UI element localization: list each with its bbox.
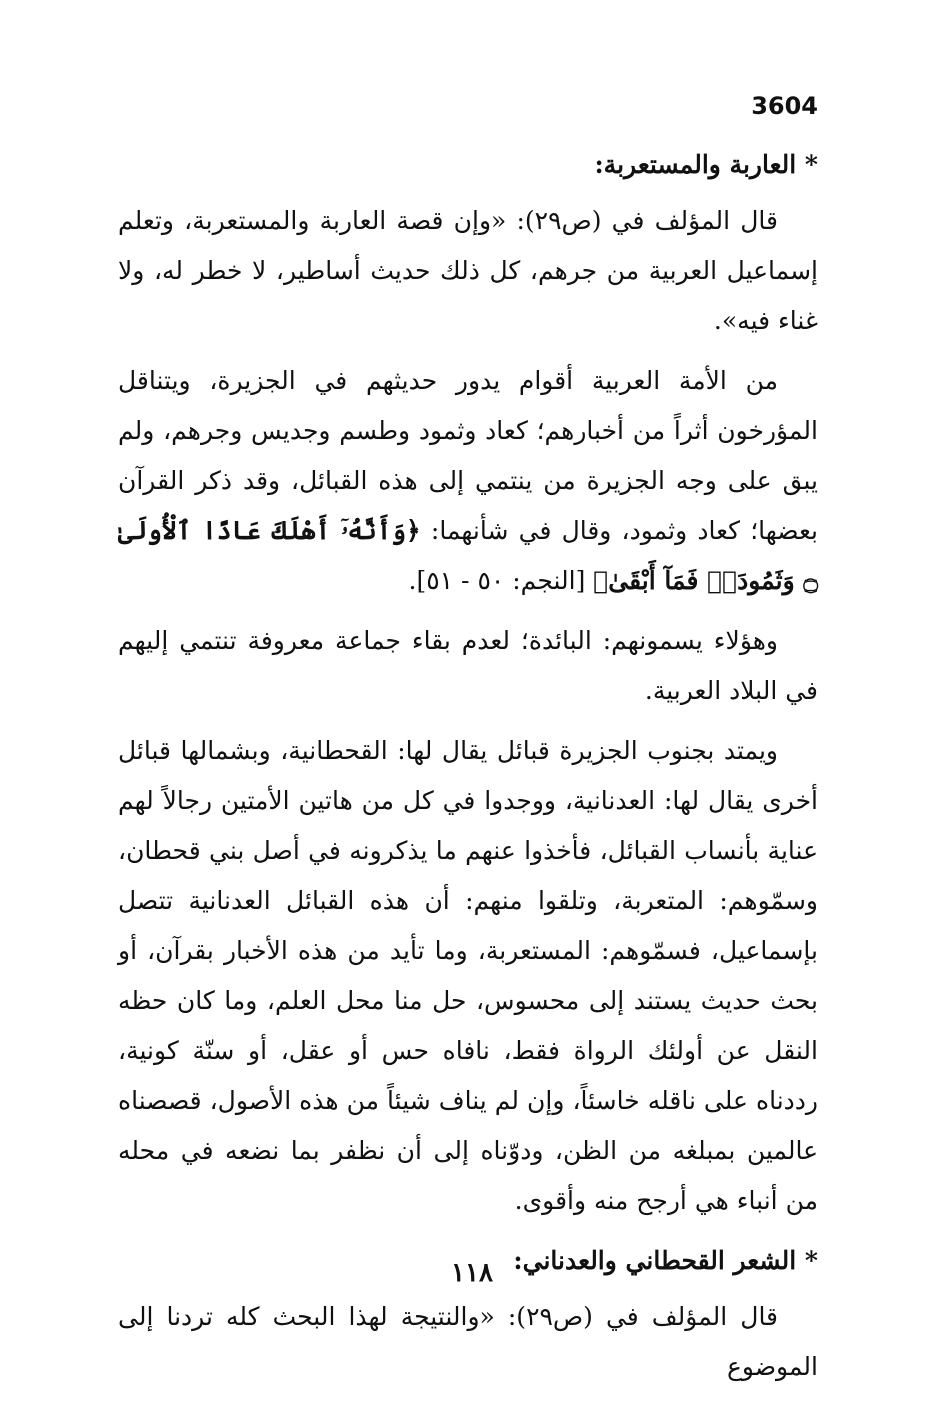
page-content [118, 140, 818, 1402]
paragraph-ancient-tribes-text: من الأمة العربية أقوام يدور حديثهم في الجزيرة، ويتناقل المؤرخون أثراً من أخبارهم؛ كعاد وثمود وطسم وجديس وجرهم، ولم يبق على وجه الجزيرة من ينتمي إلى هذه القبائل، وقد ذكر القرآن بعضها؛ كعاد وثمود، وقال في شأنهما: [118, 366, 818, 545]
page-number: ١١٨ [451, 1258, 493, 1288]
paragraph-author-quote-1: قال المؤلف في (ص٢٩): «وإن قصة العاربة والمستعربة، وتعلم إسماعيل العربية من جرهم، كل ذلك حديث أساطير، لا خطر له، ولا غناء فيه». [118, 206, 818, 335]
paragraph-extinct-tribes: وهؤلاء يسمونهم: البائدة؛ لعدم بقاء جماعة معروفة تنتمي إليهم في البلاد العربية. [118, 626, 818, 705]
paragraph-ancient-tribes [118, 356, 818, 606]
section-heading-poetry: * الشعر القحطاني والعدناني: [513, 1246, 818, 1275]
paragraph-qahtani-adnani: ويمتد بجنوب الجزيرة قبائل يقال لها: القحطانية، وبشمالها قبائل أخرى يقال لها: العدنانية، ووجدوا في كل من هاتين الأمتين رجالاً لهم عناية بأنساب القبائل، فأخذوا عنهم ما يذكرونه في أصل بني قحطان، وسمّوهم: المتعربة، وتلقوا منهم: أن هذه القبائل العدنانية تتصل بإسماعيل، فسمّوهم: المستعربة، وما تأيد من هذه الأخبار بقرآن، أو بحث حديث يستند إلى محسوس، حل منا محل العلم، وما كان حظه النقل عن أولئك الرواة فقط، نافاه حس أو عقل، أو سنّة كونية، رددناه على ناقله خاسئاً، وإن لم يناف شيئاً من هذه الأصول، قصصناه عالمين بمبلغه من الظن، ودوّناه إلى أن نظفر بما نضعه في محله من أنباء هي أرجح منه وأقوى. [118, 736, 818, 1215]
quran-verse: ﴿وَأَنَّهُۥٓ أَهْلَكَ عَادًا ٱلْأُولَىٰ ۝ وَثَمُودَا۟ فَمَآ أَبْقَىٰ﴾ [118, 516, 818, 595]
page-code: 3604 [751, 92, 818, 120]
paragraph-author-quote-2: قال المؤلف في (ص٢٩): «والنتيجة لهذا البحث كله تردنا إلى الموضوع [118, 1302, 818, 1381]
quran-reference: [النجم: ٥٠ - ٥١]. [408, 566, 586, 595]
section-heading-arab-mustaraba: * العاربة والمستعربة: [594, 150, 818, 179]
